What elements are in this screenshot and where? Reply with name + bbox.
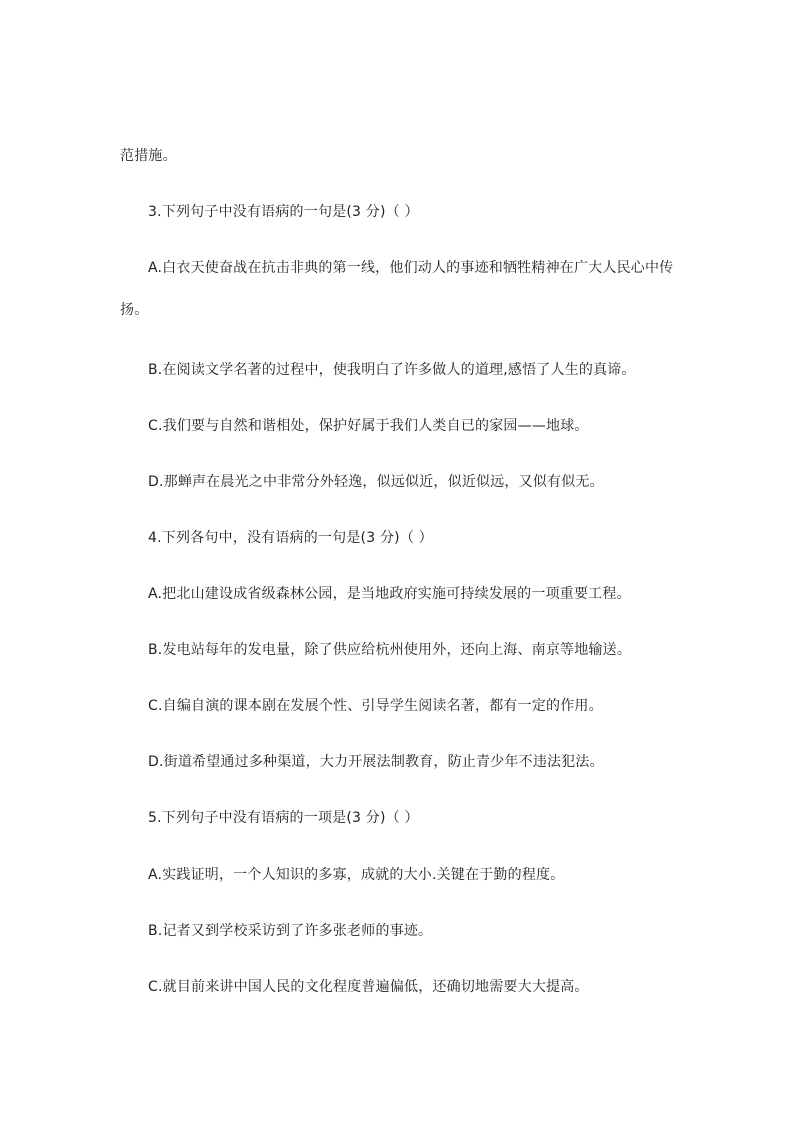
question-4: 4.下列各句中，没有语病的一句是(3 分)（ ） [148, 530, 433, 546]
option-3c: C.我们要与自然和谐相处，保护好属于我们人类自已的家园——地球。 [148, 418, 589, 434]
question-3: 3.下列句子中没有语病的一句是(3 分)（ ） [148, 204, 419, 220]
option-4d: D.街道希望通过多种渠道，大力开展法制教育，防止青少年不违法犯法。 [148, 754, 604, 770]
option-5c: C.就目前来讲中国人民的文化程度普遍偏低，还确切地需要大大提高。 [148, 979, 589, 995]
question-5: 5.下列句子中没有语病的一项是(3 分)（ ） [148, 810, 419, 826]
option-3b: B.在阅读文学名著的过程中，使我明白了许多做人的道理,感悟了人生的真谛。 [148, 362, 636, 378]
option-3a: A.白衣天使奋战在抗击非典的第一线，他们动人的事迹和牺牲精神在广大人民心中传 [148, 260, 674, 276]
option-5b: B.记者又到学校采访到了许多张老师的事迹。 [148, 923, 433, 939]
text-line: 范措施。 [120, 148, 177, 164]
option-3d: D.那蝉声在晨光之中非常分外轻逸，似远似近，似近似远，又似有似无。 [148, 474, 604, 490]
option-4a: A.把北山建设成省级森林公园，是当地政府实施可持续发展的一项重要工程。 [148, 586, 631, 602]
option-5a: A.实践证明，一个人知识的多寡，成就的大小.关键在于勤的程度。 [148, 867, 565, 883]
option-3a-continued: 扬。 [120, 302, 149, 318]
option-4b: B.发电站每年的发电量，除了供应给杭州使用外，还向上海、南京等地输送。 [148, 642, 632, 658]
option-4c: C.自编自演的课本剧在发展个性、引导学生阅读名著，都有一定的作用。 [148, 698, 603, 714]
